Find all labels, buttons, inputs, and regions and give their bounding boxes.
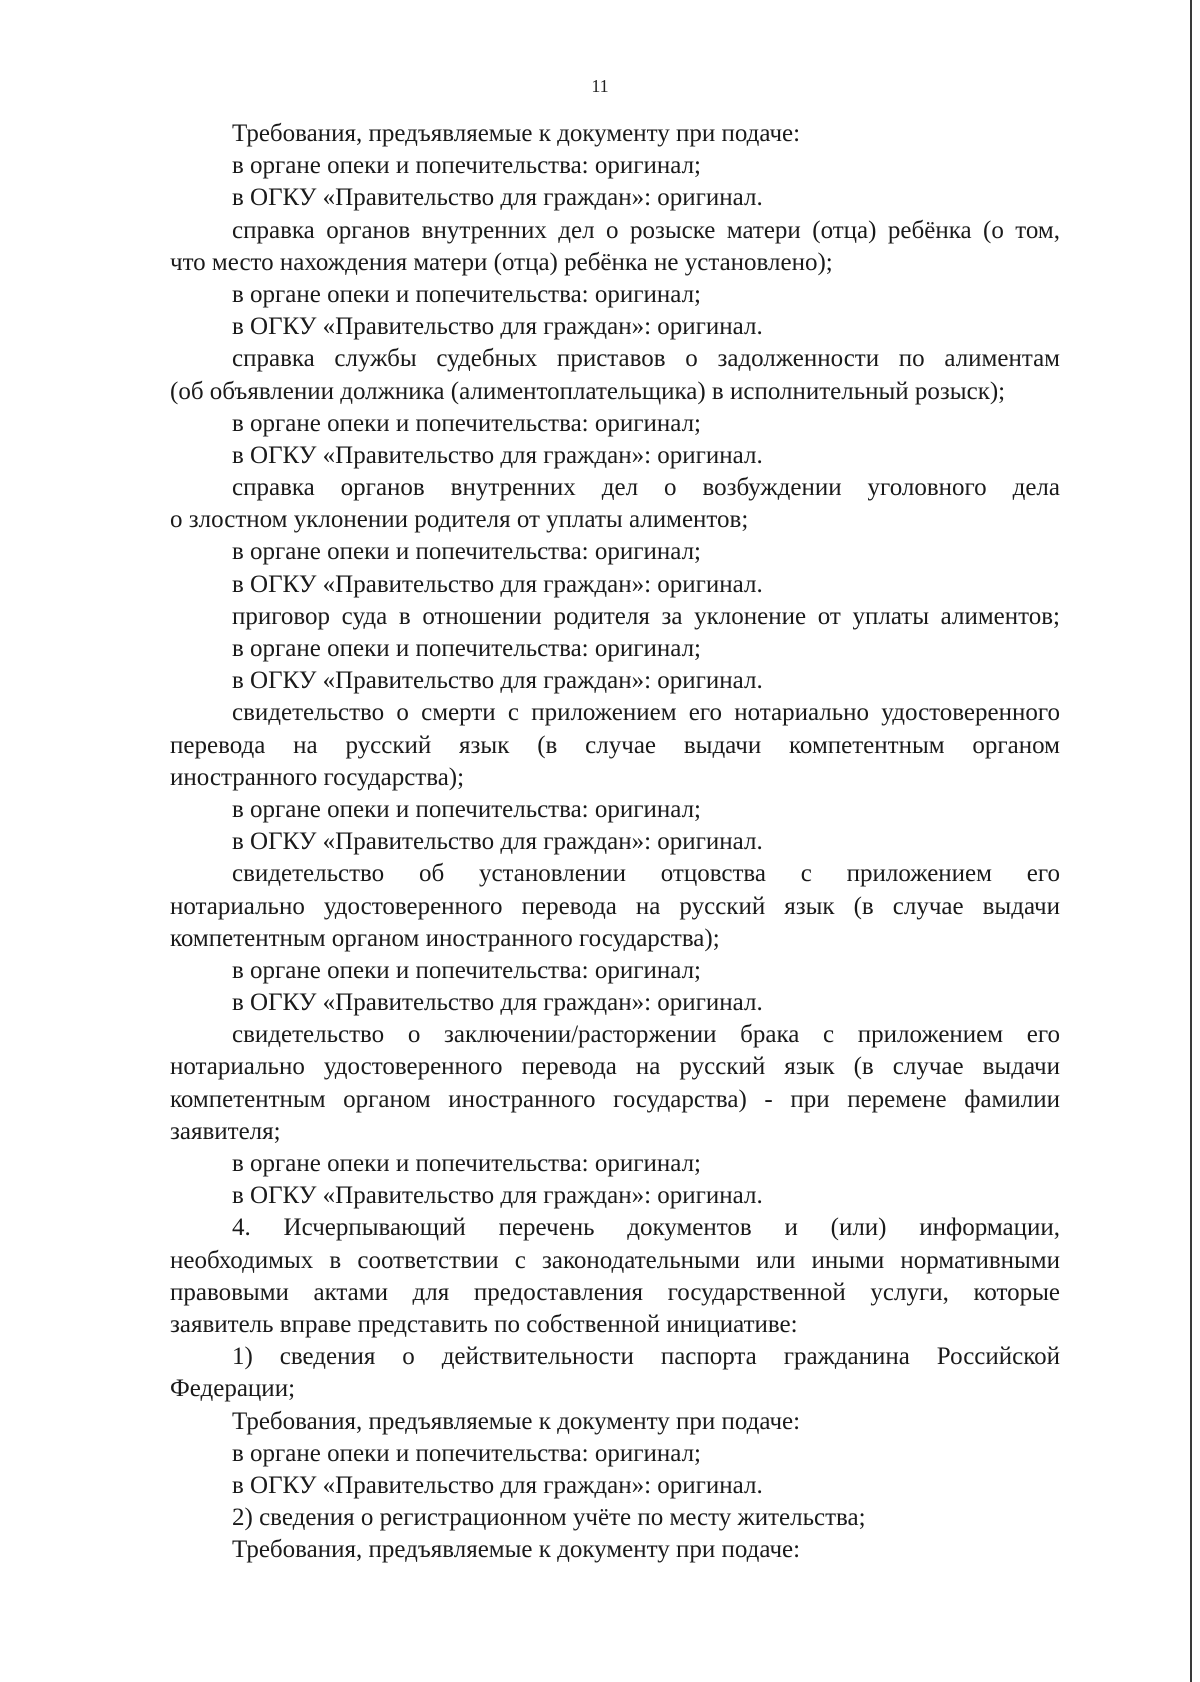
text-line: Федерации; [170,1375,296,1403]
text-line: свидетельство о заключении/расторжении брака с приложением его [232,1021,1060,1049]
text-line: в органе опеки и попечительства: оригинал; [232,1150,702,1177]
text-line: нотариально удостоверенного перевода на русский язык (в случае выдачи [170,1053,1060,1081]
text-line: свидетельство о смерти с приложением его нотариально удостоверенного [232,699,1060,727]
text-line: свидетельство об установлении отцовства с приложением его [232,860,1060,888]
text-line: перевода на русский язык (в случае выдачи компетентным органом [170,731,1060,759]
text-line: компетентным органом иностранного государства); [170,924,720,952]
document-body [170,118,1060,1566]
text-line: в ОГКУ «Правительство для граждан»: оригинал. [232,828,763,856]
text-line: правовыми актами для предоставления государственной услуги, которые [170,1278,1060,1306]
text-line: 1) сведения о действительности паспорта гражданина Российской [232,1343,1060,1371]
text-line: иностранного государства); [170,763,465,791]
text-line: что место нахождения матери (отца) ребёнка не установлено); [170,248,833,276]
page-number: 11 [591,76,609,96]
text-line: в органе опеки и попечительства: оригинал; [232,1439,702,1467]
text-line: в ОГКУ «Правительство для граждан»: оригинал. [232,1471,763,1499]
text-line: нотариально удостоверенного перевода на русский язык (в случае выдачи [170,892,1060,920]
text-line: компетентным органом иностранного государства) - при перемене фамилии [170,1085,1060,1113]
text-line: о злостном уклонении родителя от уплаты алиментов; [170,506,749,534]
text-line: справка органов внутренних дел о розыске матери (отца) ребёнка (о том, [232,216,1060,244]
text-line: справка службы судебных приставов о задолженности по алиментам [232,345,1060,373]
text-line: в ОГКУ «Правительство для граждан»: оригинал. [232,1182,763,1210]
text-line: в органе опеки и попечительства: оригинал; [232,795,702,823]
text-line: справка органов внутренних дел о возбуждении уголовного дела [232,474,1060,502]
page-edge-line [1190,0,1192,1682]
text-line: в ОГКУ «Правительство для граждан»: оригинал. [232,989,763,1017]
text-line: в ОГКУ «Правительство для граждан»: оригинал. [232,667,763,695]
text-line: в органе опеки и попечительства: оригинал; [232,956,702,984]
text-line: в органе опеки и попечительства: оригинал; [232,409,702,437]
text-line: в ОГКУ «Правительство для граждан»: оригинал. [232,570,763,598]
text-line: Требования, предъявляемые к документу при подаче: [232,1407,801,1435]
text-line: заявитель вправе представить по собственной инициативе: [170,1310,798,1338]
text-line: в органе опеки и попечительства: оригинал; [232,538,702,566]
text-line: Требования, предъявляемые к документу при подаче: [232,120,801,147]
text-line: в органе опеки и попечительства: оригинал; [232,152,702,180]
text-line: 4. Исчерпывающий перечень документов и (или) информации, [232,1214,1060,1242]
text-line: Требования, предъявляемые к документу при подаче: [232,1536,801,1564]
text-line: в органе опеки и попечительства: оригинал; [232,280,702,308]
text-line: в ОГКУ «Правительство для граждан»: оригинал. [232,441,763,469]
text-line: приговор суда в отношении родителя за уклонение от уплаты алиментов; [232,602,1060,630]
text-line: заявителя; [170,1117,281,1145]
text-line: необходимых в соответствии с законодательными или иными нормативными [170,1246,1060,1274]
text-line: в ОГКУ «Правительство для граждан»: оригинал. [232,184,763,212]
text-line: в органе опеки и попечительства: оригинал; [232,635,702,662]
text-line: в ОГКУ «Правительство для граждан»: оригинал. [232,313,763,341]
text-line: 2) сведения о регистрационном учёте по месту жительства; [232,1504,866,1532]
text-line: (об объявлении должника (алиментоплательщика) в исполнительный розыск); [170,377,1006,405]
